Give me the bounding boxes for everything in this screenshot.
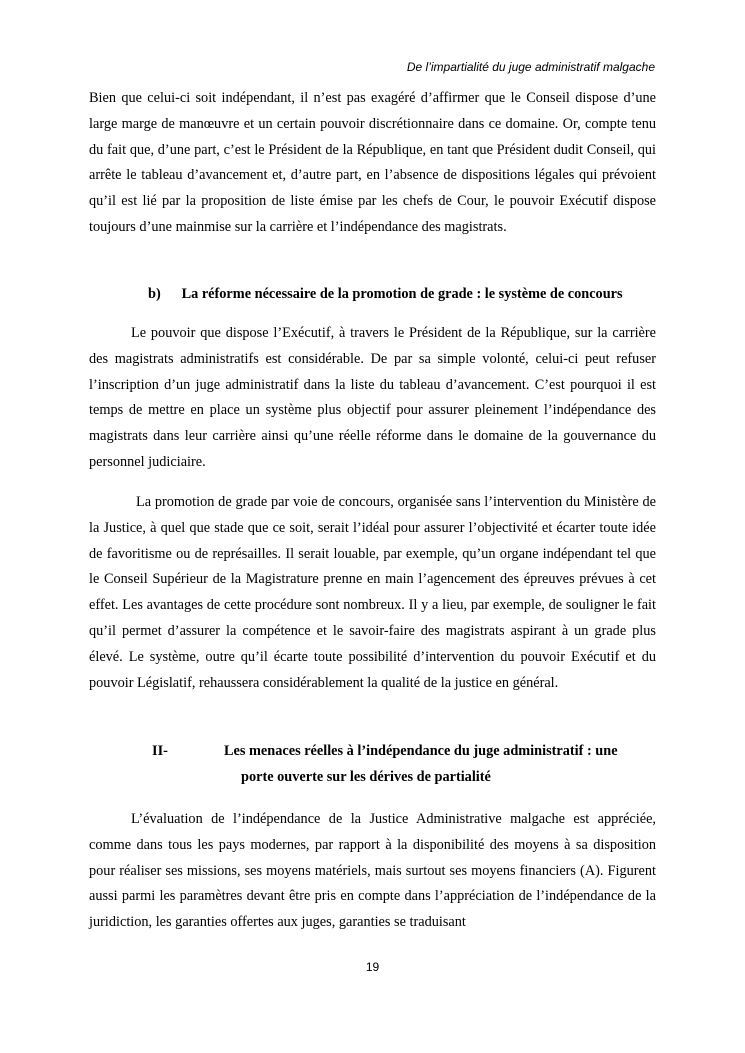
section-title-line-2: porte ouverte sur les dérives de partialité: [241, 769, 491, 785]
running-header: De l’impartialité du juge administratif malgache: [406, 60, 655, 74]
section-title-line-1: Les menaces réelles à l’indépendance du juge administratif : une: [224, 743, 618, 759]
paragraph-text: Le pouvoir que dispose l’Exécutif, à travers le Président de la République, sur la carrière des magistrats administratifs est considérable. De par sa simple volonté, celui-ci peut refuser l’inscription d’un juge administratif dans la liste du tableau d’avancement. C’est pourquoi il est temps de mettre en place un système plus objectif pour assurer pleinement l’indépendance des magistrats dans leur carrière ainsi qu’une réelle réforme dans le domaine de la gouvernance du personnel judiciaire.: [89, 325, 656, 470]
paragraph-1: [89, 86, 656, 241]
subheading-b: [148, 282, 623, 308]
paragraph-4: [89, 807, 656, 936]
subheading-marker: b): [148, 286, 161, 302]
paragraph-text: Bien que celui-ci soit indépendant, il n’est pas exagéré d’affirmer que le Conseil dispose d’une large marge de manœuvre et un certain pouvoir discrétionnaire dans ce domaine. Or, compte tenu du fait que, d’une part, c’est le Président de la République, en tant que Président dudit Conseil, qui arrête le tableau d’avancement et, d’autre part, en l’absence de dispositions légales qui prévoient qu’il est lié par la proposition de liste émise par les chefs de Cour, le pouvoir Exécutif dispose toujours d’une mainmise sur la carrière et l’indépendance des magistrats.: [89, 90, 656, 235]
section-number: II-: [152, 743, 168, 759]
page-number: 19: [365, 960, 380, 974]
paragraph-text: L’évaluation de l’indépendance de la Justice Administrative malgache est appréciée, comme dans tous les pays modernes, par rapport à la disponibilité des moyens à sa disposition pour réaliser ses missions, ses moyens matériels, mais surtout ses moyens financiers (A). Figurent aussi parmi les paramètres devant être pris en compte dans l’appréciation de l’indépendance de la juridiction, les garanties offertes aux juges, garanties se traduisant: [89, 811, 656, 931]
subheading-title: La réforme nécessaire de la promotion de grade : le système de concours: [181, 286, 623, 302]
paragraph-3: [89, 490, 656, 696]
paragraph-text: La promotion de grade par voie de concours, organisée sans l’intervention du Ministère de la Justice, à quel que stade que ce soit, serait l’idéal pour assurer l’objectivité et écarter toute idée de favoritisme ou de représailles. Il serait louable, par exemple, qu’un organe indépendant tel que le Conseil Supérieur de la Magistrature prenne en main l’agencement des épreuves prévues à cet effet. Les avantages de cette procédure sont nombreux. Il y a lieu, par exemple, de souligner le fait qu’il permet d’assurer la compétence et le savoir-faire des magistrats aspirant à un grade plus élevé. Le système, outre qu’il écarte toute possibilité d’intervention du pouvoir Exécutif et du pouvoir Législatif, rehaussera considérablement la qualité de la justice en général.: [89, 494, 656, 691]
paragraph-2: [89, 321, 656, 476]
